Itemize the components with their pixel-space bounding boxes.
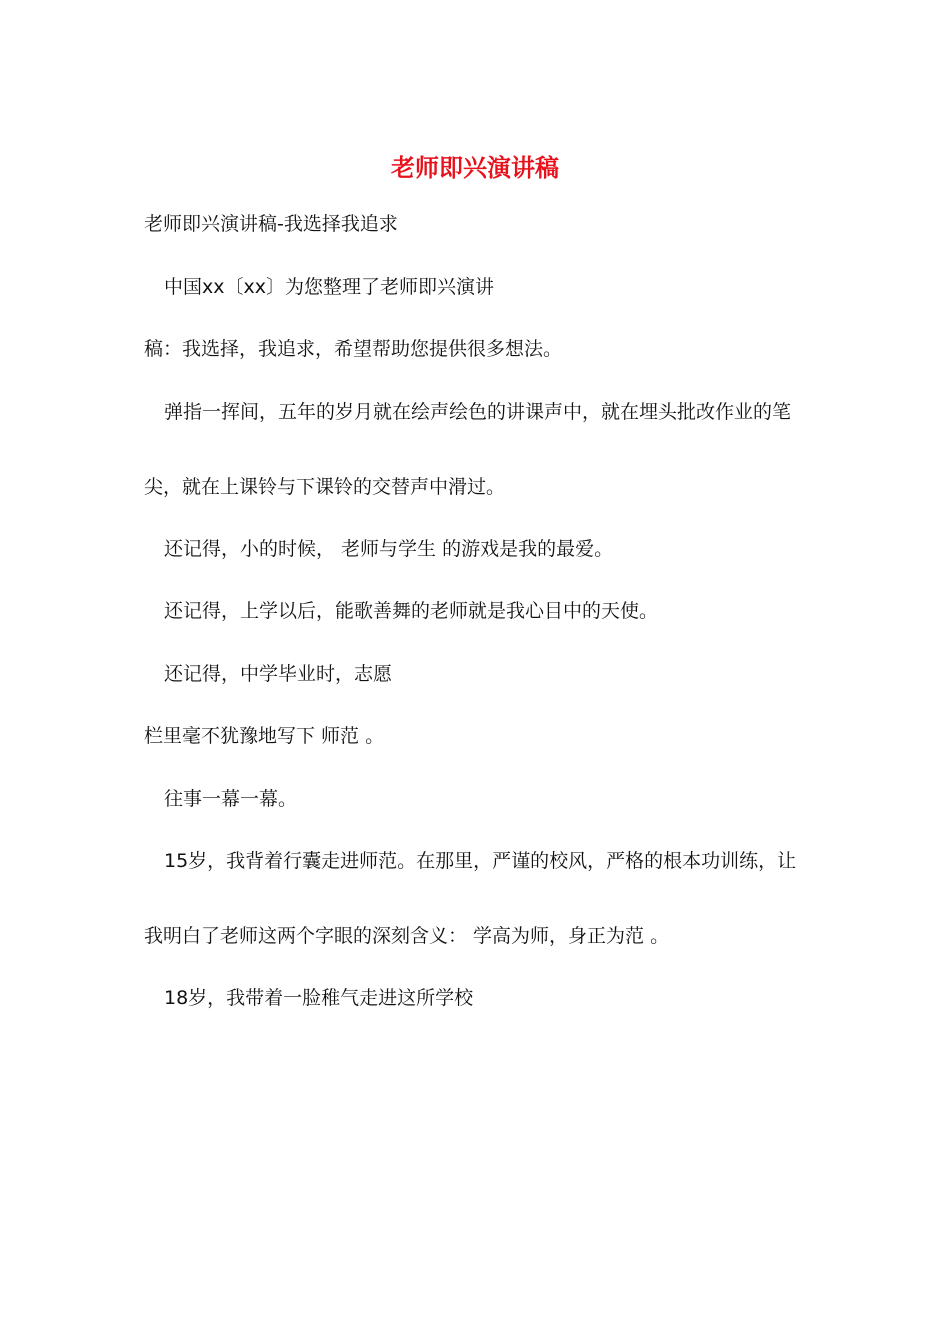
paragraph-line: 弹指一挥间，五年的岁月就在绘声绘色的讲课声中，就在埋头批改作业的笔 xyxy=(164,401,792,423)
paragraph-line: 尖，就在上课铃与下课铃的交替声中滑过。 xyxy=(144,476,506,498)
paragraph-line: 中国xx〔xx〕为您整理了老师即兴演讲 xyxy=(164,276,494,298)
paragraph-line: 栏里毫不犹豫地写下 师范 。 xyxy=(144,725,385,747)
paragraph-line: 稿：我选择，我追求，希望帮助您提供很多想法。 xyxy=(144,338,563,360)
paragraph-line: 我明白了老师这两个字眼的深刻含义： 学高为师，身正为范 。 xyxy=(144,925,670,947)
paragraph-line: 18岁，我带着一脸稚气走进这所学校 xyxy=(164,987,474,1009)
paragraph-line: 还记得，上学以后，能歌善舞的老师就是我心目中的天使。 xyxy=(164,600,659,622)
paragraph-line: 15岁，我背着行囊走进师范。在那里，严谨的校风，严格的根本功训练，让 xyxy=(164,850,797,872)
paragraph-line-subtitle: 老师即兴演讲稿-我选择我追求 xyxy=(144,213,398,235)
document-title: 老师即兴演讲稿 xyxy=(391,154,559,182)
paragraph-line: 还记得，小的时候， 老师与学生 的游戏是我的最爱。 xyxy=(164,538,614,560)
paragraph-line: 往事一幕一幕。 xyxy=(164,788,298,810)
paragraph-line: 还记得，中学毕业时，志愿 xyxy=(164,663,393,685)
